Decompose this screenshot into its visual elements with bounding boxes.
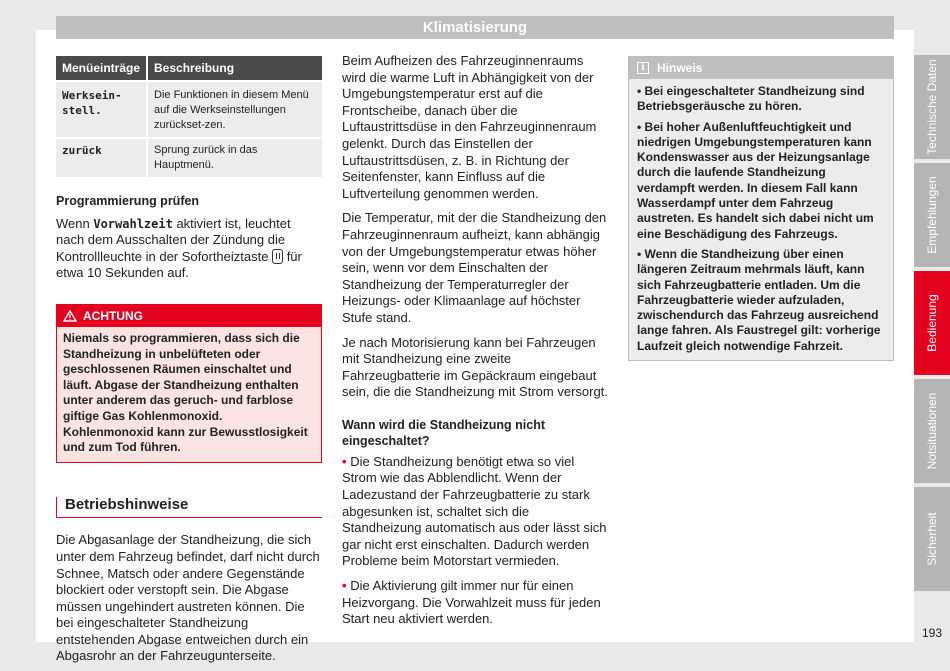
table-row: [56, 82, 322, 137]
betrieb-heading: Betriebshinweise: [56, 497, 322, 519]
tab-label: Empfehlungen: [925, 176, 939, 254]
list-item: • Wenn die Standheizung über einen längeren Zeitraum mehrmals läuft, kann sich Fahrzeugbatterie entladen. Um die Fahrzeugbatterie wieder aufzuladen, zwischendurch das Fahrzeug ausreichend lange fahren. Als Faustregel gilt: vorherige Laufzeit gleich notwendige Fahrzeit.: [637, 246, 881, 353]
list-item: [342, 578, 608, 628]
menu-table: [56, 54, 322, 179]
list-item-text: Wenn die Standheizung über einen längeren Zeitraum mehrmals läuft, kann sich Fahrzeugbatterie entladen. Um die Fahrzeugbatterie wieder aufzuladen, zwischendurch das Fahrzeug ausreichend lange fahren. Als Faustregel gilt: vorherige Laufzeit gleich notwendige Fahrzeit.: [637, 246, 881, 353]
tab-label: Bedienung: [925, 294, 939, 352]
table-cell-description: Die Funktionen in diesem Menü auf die Werkseinstellungen zurückset-zen.: [148, 82, 322, 137]
bullet-icon: •: [342, 578, 347, 594]
info-icon: i: [637, 62, 649, 74]
table-cell-entry: zurück: [56, 139, 148, 177]
paragraph: Je nach Motorisierung kann bei Fahrzeugen mit Standheizung eine zweite Fahrzeugbatterie im Gepäckraum eingebaut sein, die die Standheizung mit Strom versorgt.: [342, 334, 608, 400]
note-box: [628, 56, 894, 361]
table-header-description: Beschreibung: [148, 56, 322, 80]
heater-button-icon: [272, 249, 283, 264]
page-number: 193: [921, 626, 942, 640]
tab-notsituationen[interactable]: [914, 379, 950, 483]
note-label: Hinweis: [657, 61, 703, 75]
column-left: [56, 56, 322, 665]
keyword-vorwahlzeit: Vorwahlzeit: [93, 216, 173, 231]
warning-label: ACHTUNG: [83, 308, 143, 323]
warning-box: [56, 304, 322, 463]
list-item-text: Bei eingeschalteter Standheizung sind Betriebsgeräusche zu hören.: [637, 84, 865, 114]
list-item: • Bei hoher Außenluftfeuchtigkeit und niedrigen Umgebungstemperaturen kann Kondenswasser aus der Heizungsanlage durch die laufende Standheizung verdampft werden. In diesem Fall kann Wasserdampf unter dem Fahrzeug austreten. Es handelt sich dabei nicht um eine Beschädigung des Fahrzeugs.: [637, 119, 874, 241]
paragraph: Die Temperatur, mit der die Standheizung den Fahrzeuginnenraum aufheizt, kann abhängig von der Umgebungstemperatur etwas höher sein, wenn vor dem Einschalten der Standheizung der Temperaturregler der Heizungs- oder Klimaanlage auf höchster Stufe stand.: [342, 210, 607, 325]
programmierung-text: [56, 216, 322, 282]
warning-header: [57, 305, 321, 327]
question-heading: Wann wird die Standheizung nicht eingeschaltet?: [342, 417, 546, 448]
text-fragment: aktiviert ist, leuchtet nach dem Ausschalten der Zündung die Kontrollleuchte in der Sofortheiztaste: [56, 215, 291, 264]
programmierung-heading: Programmierung prüfen: [56, 194, 200, 208]
tab-bedienung[interactable]: [914, 271, 950, 375]
betrieb-text: Die Abgasanlage der Standheizung, die sich unter dem Fahrzeug befindet, darf nicht durch Schnee, Matsch oder andere Gegenstände blockiert oder verstopft sein. Die Abgase müssen ungehindert austreten können. Die bei eingeschalteter Standheizung entstehenden Abgase entweichen durch ein Abgasrohr an der Fahrzeugunterseite.: [56, 532, 320, 664]
table-header-row: [56, 56, 322, 80]
table-cell-description: Sprung zurück in das Hauptmenü.: [148, 139, 322, 177]
list-item-text: Bei hoher Außenluftfeuchtigkeit und niedrigen Umgebungstemperaturen kann Kondenswasser aus der Heizungsanlage durch die laufende Standheizung verdampft werden. In diesem Fall kann Wasserdampf unter dem Fahrzeug austreten. Es handelt sich dabei nicht um eine Beschädigung des Fahrzeugs.: [637, 119, 874, 241]
text-fragment: für etwa 10 Sekunden auf.: [56, 248, 302, 281]
bullet-icon: •: [342, 453, 347, 469]
table-row: [56, 139, 322, 177]
tab-label: Sicherheit: [925, 512, 939, 566]
table-cell-entry: Werksein- stell.: [56, 82, 148, 137]
warning-triangle-icon: [63, 310, 77, 322]
table-header-entry: Menüeinträge: [56, 56, 148, 80]
paragraph: Beim Aufheizen des Fahrzeuginnenraums wird die warme Luft in Abhängigkeit von der Umgebungstemperatur erst auf die Frontscheibe, danach über die Luftaustrittsdüse in den Fahrzeuginnenraum gelenkt. Durch das Einstellen der Luftaustrittsdüsen, z. B. in Richtung der Seitenfenster, kann Einfluss auf die Luftverteilung genommen werden.: [342, 53, 597, 201]
tab-label: Notsituationen: [925, 392, 939, 470]
text-fragment: Wenn: [56, 215, 94, 231]
warning-text: Niemals so programmieren, dass sich die Standheizung in unbelüfteten oder geschlossenen Räumen einschaltet und läuft. Abgase der Standheizung enthalten unter anderem das geruch- und farblose giftige Gas Kohlenmonoxid. Kohlenmonoxid kann zur Bewusstlosigkeit und zum Tod führen.: [57, 327, 321, 462]
tab-sicherheit[interactable]: [914, 487, 950, 591]
column-right: [628, 56, 894, 361]
note-header: [629, 57, 893, 79]
column-middle: [342, 53, 608, 636]
tab-label: Technische Daten: [925, 59, 939, 155]
tab-empfehlungen[interactable]: [914, 163, 950, 267]
note-body: [629, 79, 893, 360]
page-title: Klimatisierung: [56, 16, 894, 39]
list-item: • Bei eingeschalteter Standheizung sind Betriebsgeräusche zu hören.: [637, 84, 865, 114]
list-item-text: Die Aktivierung gilt immer nur für einen Heizvorgang. Die Vorwahlzeit muss für jeden Start neu aktiviert werden.: [342, 578, 601, 627]
list-item: [342, 454, 608, 570]
tab-technische-daten[interactable]: [914, 55, 950, 159]
list-item-text: Die Standheizung benötigt etwa so viel Strom wie das Abblendlicht. Wenn der Ladezustand der Fahrzeugbatterie zu stark abgesunken ist, schaltet sich die Standheizung automatisch aus oder lässt sich gar nicht erst einschalten. Dadurch werden Probleme beim Motorstart vermieden.: [342, 453, 607, 569]
